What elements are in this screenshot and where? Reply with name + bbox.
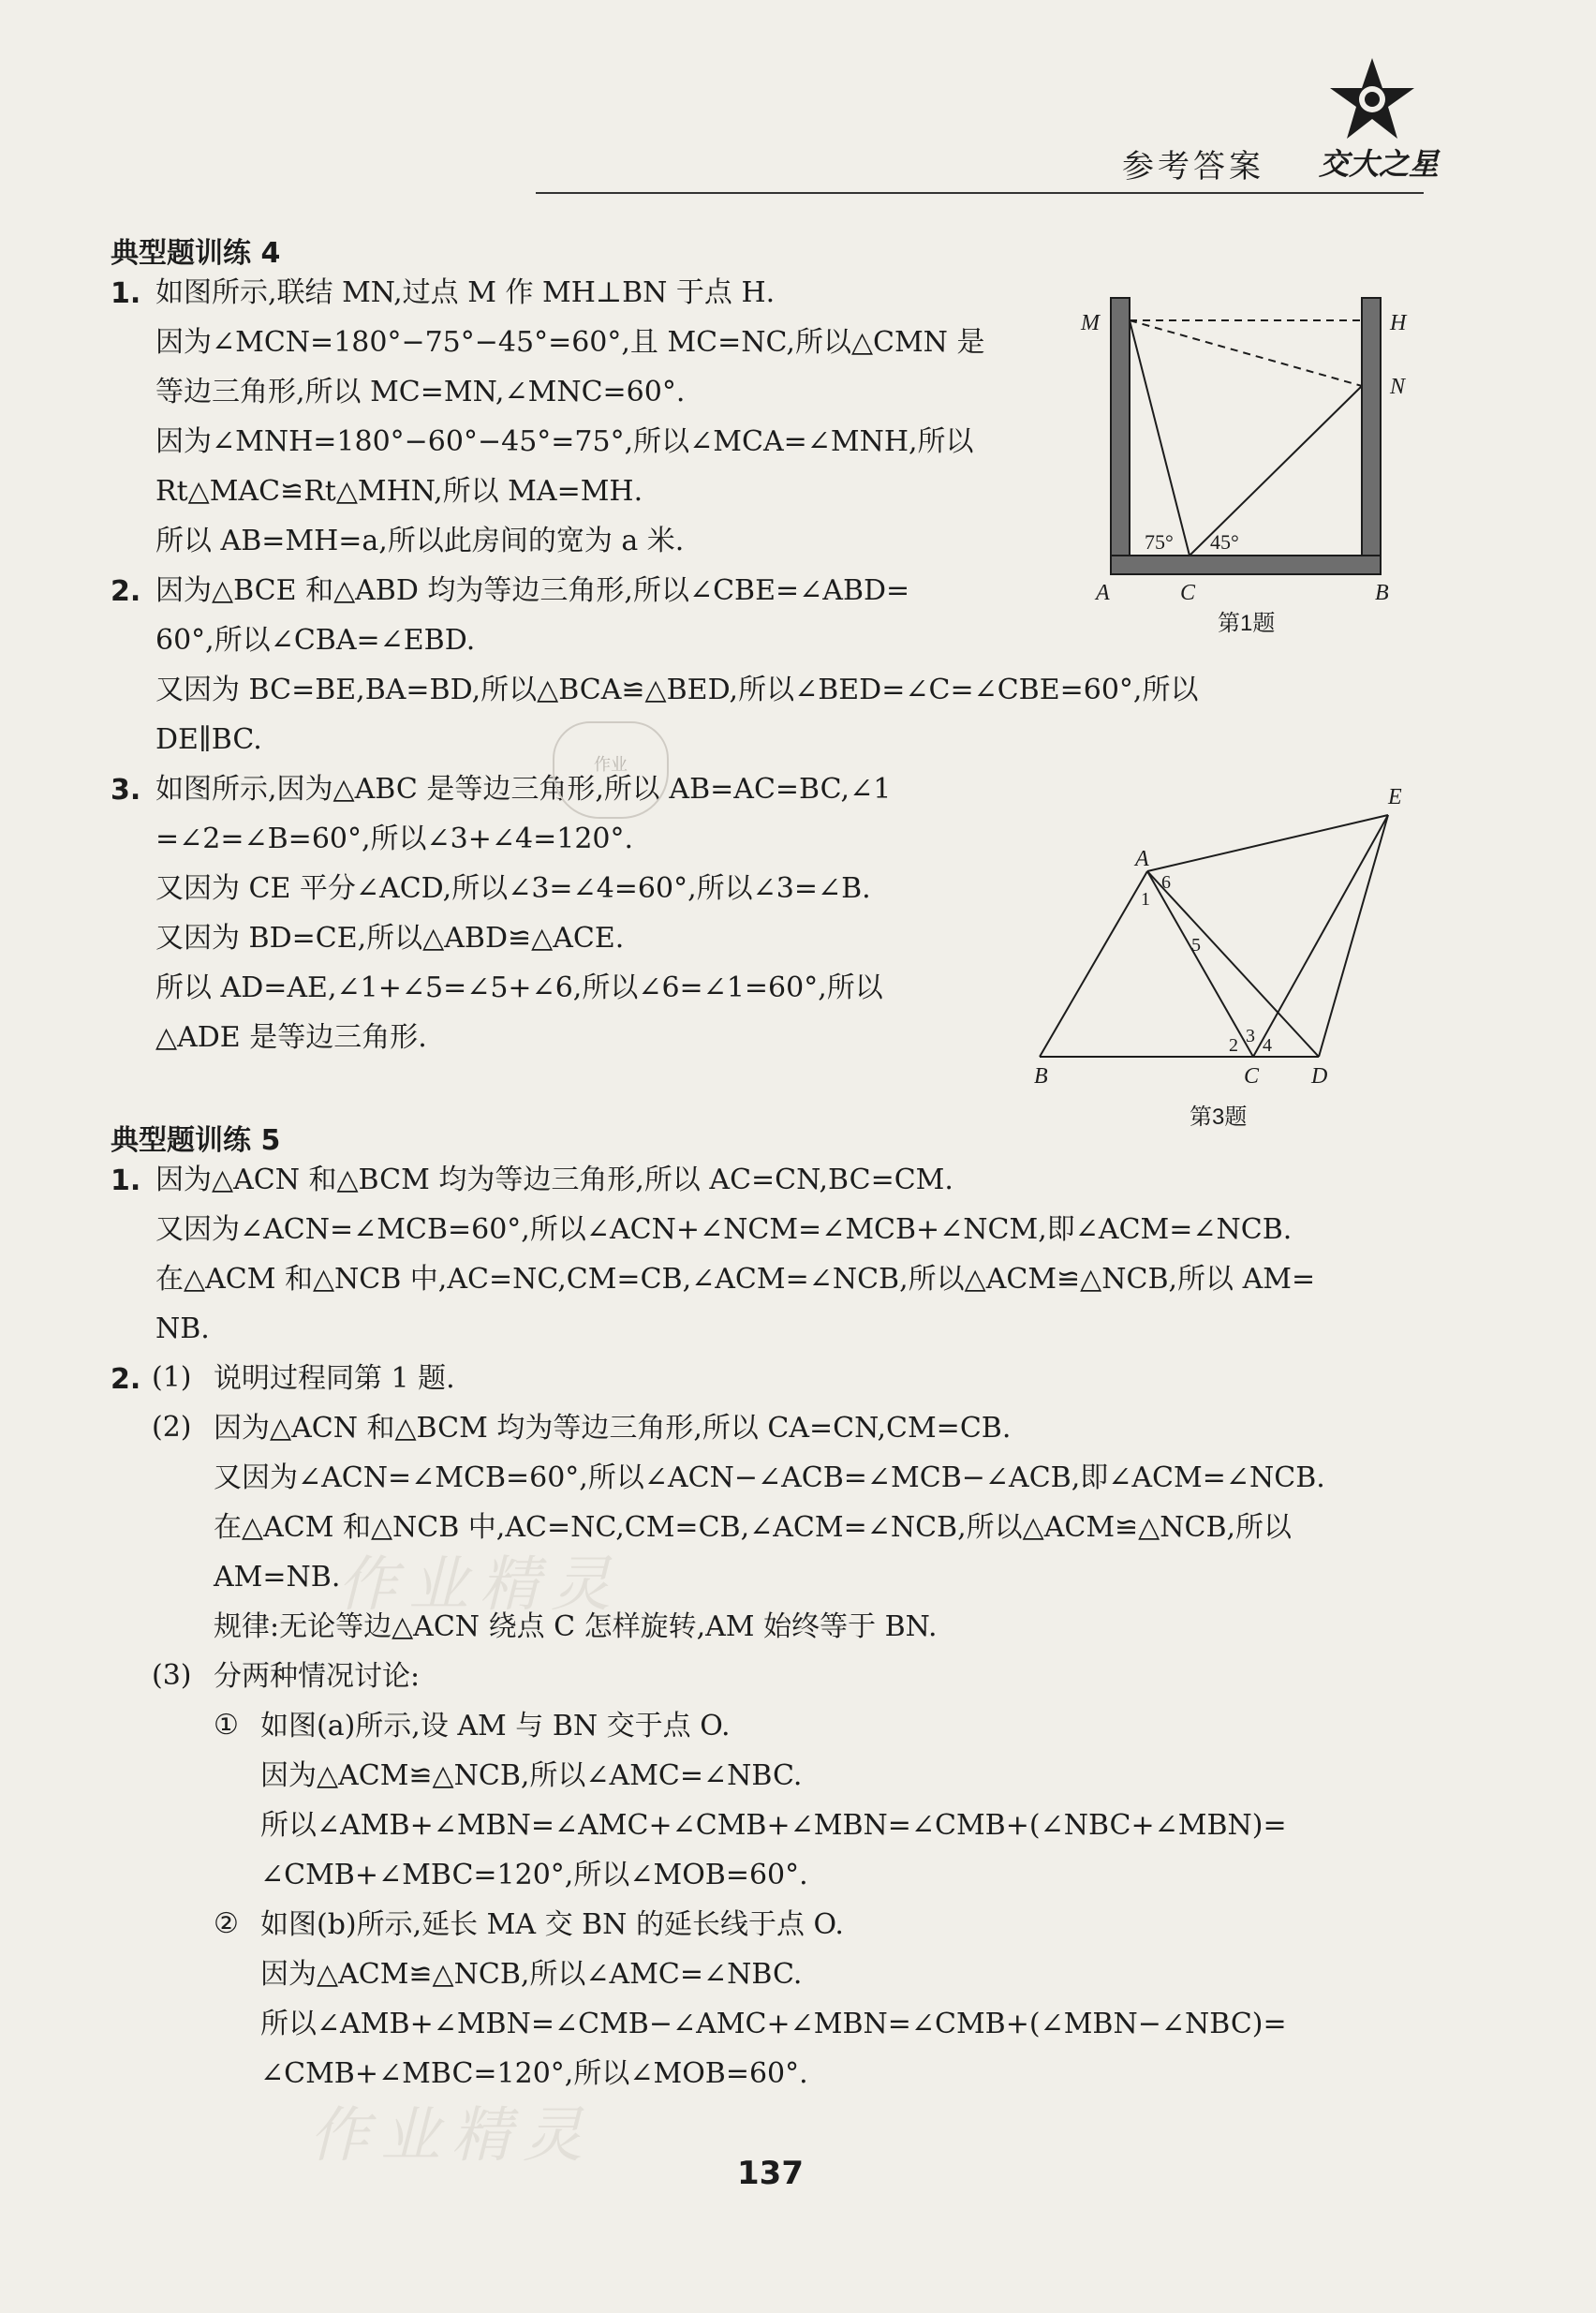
- text-line: 如图所示,联结 MN,过点 M 作 MH⊥BN 于点 H.: [155, 276, 776, 309]
- label-b: B: [1375, 581, 1389, 605]
- text-line: DE∥BC.: [155, 723, 262, 756]
- part-label: ②: [214, 1907, 239, 1940]
- line-mc: [1130, 320, 1190, 556]
- text-line: △ADE 是等边三角形.: [155, 1021, 427, 1054]
- label-e: E: [1388, 785, 1402, 809]
- text-line: ∠CMB+∠MBC=120°,所以∠MOB=60°.: [260, 2057, 808, 2090]
- line-mn: [1130, 320, 1362, 386]
- label-m: M: [1081, 311, 1100, 335]
- part-label: (1): [152, 1361, 192, 1394]
- mark-4: 4: [1263, 1035, 1272, 1056]
- item-number: 1.: [111, 277, 141, 310]
- part-label: ①: [214, 1709, 239, 1742]
- header-brand: 交大之星: [1319, 146, 1440, 182]
- line-ce: [1253, 815, 1388, 1057]
- floor: [1111, 556, 1381, 574]
- text-line: 因为△ACN 和△BCM 均为等边三角形,所以 AC=CN,BC=CM.: [155, 1164, 953, 1196]
- text-line: 如图(a)所示,设 AM 与 BN 交于点 O.: [260, 1710, 731, 1742]
- page-number: 137: [737, 2155, 804, 2192]
- text-line: 因为∠MCN=180°−75°−45°=60°,且 MC=NC,所以△CMN 是: [155, 326, 985, 359]
- text-line: 因为△ACM≌△NCB,所以∠AMC=∠NBC.: [260, 1958, 803, 1991]
- text-line: ∠CMB+∠MBC=120°,所以∠MOB=60°.: [260, 1859, 808, 1891]
- text-line: AM=NB.: [214, 1561, 341, 1594]
- figure-caption: 第1题: [1218, 611, 1276, 636]
- text-line: Rt△MAC≌Rt△MHN,所以 MA=MH.: [155, 475, 643, 508]
- text-line: 因为△ACM≌△NCB,所以∠AMC=∠NBC.: [260, 1759, 803, 1792]
- line-ae: [1147, 815, 1388, 871]
- mark-6: 6: [1161, 872, 1171, 893]
- item-number: 3.: [111, 774, 141, 807]
- line-ad: [1147, 871, 1319, 1057]
- text-line: 所以 AD=AE,∠1+∠5=∠5+∠6,所以∠6=∠1=60°,所以: [155, 971, 883, 1004]
- text-line: 又因为 CE 平分∠ACD,所以∠3=∠4=60°,所以∠3=∠B.: [155, 872, 871, 905]
- text-line: 因为△ACN 和△BCM 均为等边三角形,所以 CA=CN,CM=CB.: [214, 1412, 1012, 1445]
- header-title: 参考答案: [1122, 148, 1264, 185]
- part-label: (3): [152, 1659, 192, 1692]
- figure-3: [1030, 778, 1424, 1096]
- item-number: 2.: [111, 1363, 141, 1396]
- star-logo-icon: [1321, 56, 1424, 141]
- label-n: N: [1390, 375, 1406, 399]
- text-line: 所以∠AMB+∠MBN=∠AMC+∠CMB+∠MBN=∠CMB+(∠NBC+∠MBN)=: [260, 1809, 1287, 1842]
- text-line: 又因为∠ACN=∠MCB=60°,所以∠ACN−∠ACB=∠MCB−∠ACB,即∠ACM=∠NCB.: [214, 1461, 1325, 1494]
- left-wall: [1111, 298, 1130, 556]
- line-ac: [1147, 871, 1253, 1057]
- text-line: 所以 AB=MH=a,所以此房间的宽为 a 米.: [155, 525, 685, 557]
- text-line: 规律:无论等边△ACN 绕点 C 怎样旋转,AM 始终等于 BN.: [214, 1610, 938, 1643]
- header-rule: [536, 192, 1424, 194]
- line-ba: [1040, 871, 1147, 1057]
- label-d: D: [1311, 1064, 1328, 1089]
- text-line: 说明过程同第 1 题.: [214, 1362, 455, 1395]
- label-a: A: [1135, 847, 1149, 871]
- text-line: 因为∠MNH=180°−60°−45°=75°,所以∠MCA=∠MNH,所以: [155, 425, 974, 458]
- angle-45: 45°: [1210, 530, 1239, 554]
- label-h: H: [1390, 311, 1407, 335]
- part-label: (2): [152, 1411, 192, 1444]
- item-number: 1.: [111, 1164, 141, 1197]
- figure-caption: 第3题: [1190, 1105, 1248, 1130]
- angle-75: 75°: [1145, 530, 1174, 554]
- stamp-watermark: 作业: [553, 721, 669, 819]
- text-line: 在△ACM 和△NCB 中,AC=NC,CM=CB,∠ACM=∠NCB,所以△ACM≌△NCB,所以: [214, 1511, 1293, 1544]
- label-c: C: [1180, 581, 1196, 605]
- mark-2: 2: [1229, 1035, 1238, 1056]
- line-de: [1319, 815, 1388, 1057]
- text-line: 在△ACM 和△NCB 中,AC=NC,CM=CB,∠ACM=∠NCB,所以△ACM≌△NCB,所以 AM=: [155, 1263, 1316, 1296]
- text-line: 又因为 BD=CE,所以△ABD≌△ACE.: [155, 922, 625, 955]
- mark-5: 5: [1191, 935, 1201, 956]
- text-line: 又因为 BC=BE,BA=BD,所以△BCA≌△BED,所以∠BED=∠C=∠CBE=60°,所以: [155, 674, 1199, 706]
- watermark: 作业精灵: [337, 1550, 622, 1620]
- text-line: NB.: [155, 1312, 210, 1345]
- section-title: 典型题训练 4: [111, 237, 281, 270]
- label-c: C: [1244, 1064, 1260, 1089]
- text-line: 如图所示,因为△ABC 是等边三角形,所以 AB=AC=BC,∠1: [155, 773, 892, 806]
- item-number: 2.: [111, 575, 141, 608]
- watermark: 作业精灵: [309, 2101, 594, 2171]
- label-a: A: [1096, 581, 1110, 605]
- section-title: 典型题训练 5: [111, 1124, 281, 1157]
- right-wall: [1362, 298, 1381, 556]
- text-line: 因为△BCE 和△ABD 均为等边三角形,所以∠CBE=∠ABD=: [155, 574, 910, 607]
- text-line: 所以∠AMB+∠MBN=∠CMB−∠AMC+∠MBN=∠CMB+(∠MBN−∠NBC)=: [260, 2008, 1287, 2040]
- mark-3: 3: [1246, 1026, 1255, 1046]
- text-line: 如图(b)所示,延长 MA 交 BN 的延长线于点 O.: [260, 1908, 844, 1941]
- text-line: 又因为∠ACN=∠MCB=60°,所以∠ACN+∠NCM=∠MCB+∠NCM,即∠ACM=∠NCB.: [155, 1213, 1293, 1246]
- text-line: 分两种情况讨论:: [214, 1660, 421, 1693]
- mark-1: 1: [1141, 889, 1150, 910]
- text-line: 等边三角形,所以 MC=MN,∠MNC=60°.: [155, 376, 686, 408]
- text-line: 60°,所以∠CBA=∠EBD.: [155, 624, 476, 657]
- label-b: B: [1034, 1064, 1048, 1089]
- figure-1: [1077, 281, 1433, 637]
- text-line: =∠2=∠B=60°,所以∠3+∠4=120°.: [155, 823, 634, 855]
